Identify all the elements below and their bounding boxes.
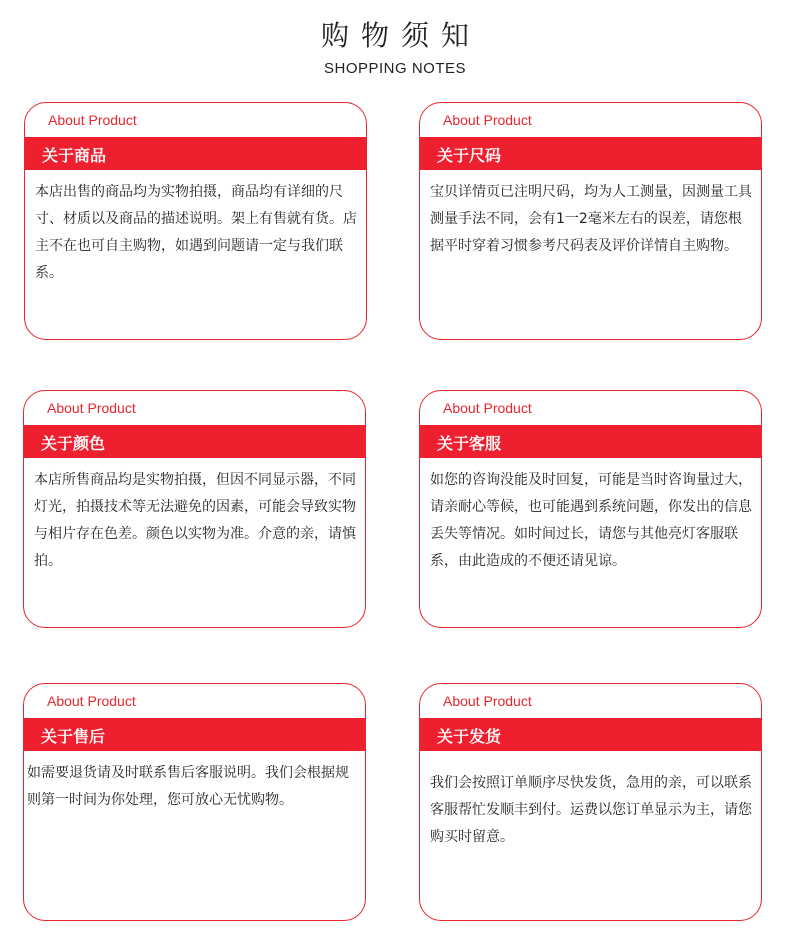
card-heading-bar xyxy=(24,137,367,170)
card-eyebrow: About Product xyxy=(48,112,137,128)
card-eyebrow: About Product xyxy=(443,112,532,128)
card-heading: 关于客服 xyxy=(437,434,502,453)
card-heading-bar xyxy=(23,718,366,751)
card-product xyxy=(24,102,367,340)
card-eyebrow: About Product xyxy=(47,693,136,709)
card-shipping xyxy=(419,683,762,921)
card-body: 宝贝详情页已注明尺码，均为人工测量，因测量工具测量手法不同，会有1一2毫米左右的误差，请您根据平时穿着习惯参考尺码表及评价详情自主购物。 xyxy=(430,184,752,254)
card-color xyxy=(23,390,366,628)
page-title: 购物须知 xyxy=(320,19,481,52)
card-service xyxy=(419,390,762,628)
card-body: 本店所售商品均是实物拍摄，但因不同显示器，不同灯光，拍摄技术等无法避免的因素，可能会导致实物与相片存在色差。颜色以实物为准。介意的亲，请慎拍。 xyxy=(34,472,356,569)
card-body: 如您的咨询没能及时回复，可能是当时咨询量过大，请亲耐心等候，也可能遇到系统问题，你发出的信息丢失等情况。如时间过长，请您与其他亮灯客服联系，由此造成的不便还请见谅。 xyxy=(430,472,752,569)
card-eyebrow: About Product xyxy=(443,400,532,416)
card-heading: 关于颜色 xyxy=(41,434,106,453)
card-body: 我们会按照订单顺序尽快发货，急用的亲，可以联系客服帮忙发顺丰到付。运费以您订单显示为主，请您购买时留意。 xyxy=(430,775,752,845)
card-heading-bar xyxy=(419,137,762,170)
card-body: 本店出售的商品均为实物拍摄，商品均有详细的尺寸、材质以及商品的描述说明。架上有售就有货。店主不在也可自主购物，如遇到问题请一定与我们联系。 xyxy=(35,184,357,281)
card-body: 如需要退货请及时联系售后客服说明。我们会根据规则第一时间为你处理，您可放心无忧购物。 xyxy=(27,765,349,808)
card-heading: 关于售后 xyxy=(41,727,106,746)
card-heading: 关于尺码 xyxy=(437,146,502,165)
card-heading-bar xyxy=(23,425,366,458)
card-heading-bar xyxy=(419,425,762,458)
card-heading-bar xyxy=(419,718,762,751)
card-eyebrow: About Product xyxy=(443,693,532,709)
card-aftersale xyxy=(23,683,366,921)
card-size xyxy=(419,102,762,340)
card-heading: 关于发货 xyxy=(437,727,502,746)
page-subtitle: SHOPPING NOTES xyxy=(323,60,467,77)
card-eyebrow: About Product xyxy=(47,400,136,416)
card-heading: 关于商品 xyxy=(42,146,107,165)
